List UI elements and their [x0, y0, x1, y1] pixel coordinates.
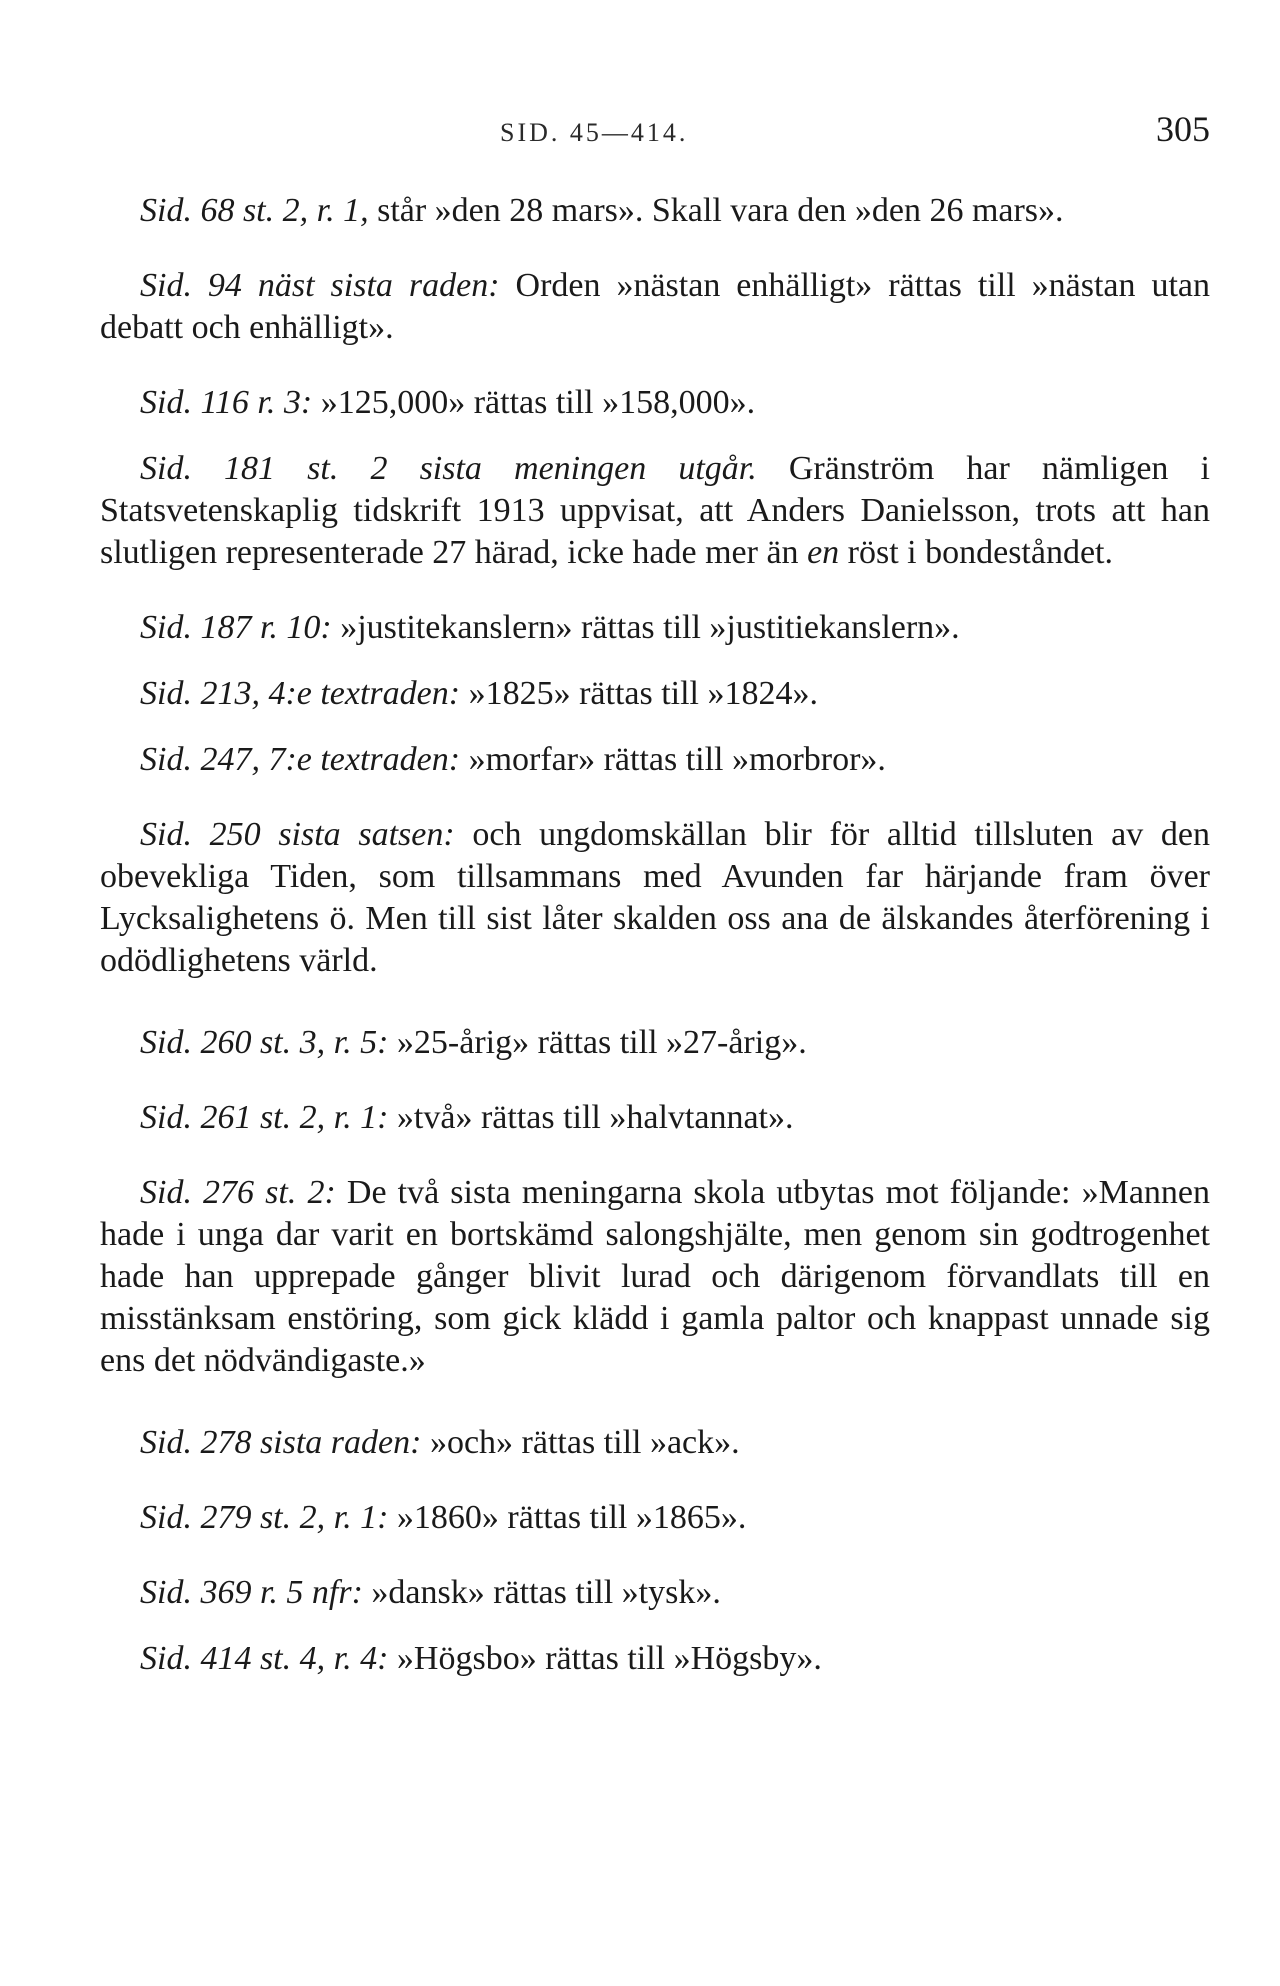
erratum-text: »25-årig» rättas till »27-årig». — [388, 1024, 807, 1061]
erratum-text: och ungdomskällan blir för alltid tillsluten av den obevekliga Tiden, som tillsammans med Avunden far härjande fram över Lycksalighetens ö. Men till sist låter skalden oss ana de älskandes återförening i odödlighetens värld. — [100, 816, 1210, 979]
erratum-location: Sid. 68 st. 2, r. 1, — [140, 192, 369, 229]
erratum-entry — [100, 1572, 1210, 1614]
erratum-location: Sid. 213, 4:e textraden: — [140, 675, 461, 712]
running-head: SID. 45—414. — [500, 118, 689, 147]
page-header — [100, 108, 1210, 158]
erratum-entry — [100, 607, 1210, 649]
erratum-location: Sid. 260 st. 3, r. 5: — [140, 1024, 389, 1061]
erratum-location: Sid. 278 sista raden: — [140, 1424, 422, 1461]
erratum-location: Sid. 279 st. 2, r. 1: — [140, 1499, 389, 1536]
erratum-entry — [100, 1097, 1210, 1139]
erratum-location: Sid. 247, 7:e textraden: — [140, 741, 461, 778]
erratum-text: De två sista meningarna skola utbytas mot följande: »Mannen hade i unga dar varit en bortskämd salongshjälte, men genom sin godtrogenhet hade han upprepade gånger blivit lurad och därigenom förvandlats till en misstänksam enstöring, som gick klädd i gamla paltor och knappast unnade sig ens det nödvändigaste.» — [100, 1174, 1211, 1379]
erratum-location: Sid. 116 r. 3: — [140, 384, 313, 421]
erratum-text-after: röst i bondeståndet. — [839, 534, 1113, 571]
erratum-text: »125,000» rättas till »158,000». — [312, 384, 756, 421]
page-number: 305 — [1156, 109, 1210, 149]
erratum-location: Sid. 181 st. 2 sista meningen utgår. — [140, 450, 757, 487]
erratum-location: Sid. 261 st. 2, r. 1: — [140, 1099, 389, 1136]
erratum-entry — [100, 1022, 1210, 1064]
erratum-text: »Högsbo» rättas till »Högsby». — [388, 1640, 822, 1677]
erratum-emphasis: en — [807, 534, 840, 571]
erratum-location: Sid. 187 r. 10: — [140, 609, 332, 646]
erratum-text: »dansk» rättas till »tysk». — [362, 1574, 721, 1611]
erratum-entry — [100, 265, 1210, 349]
erratum-entry — [100, 1497, 1210, 1539]
erratum-text: Orden »nästan enhälligt» rättas till »nästan utan debatt och enhälligt». — [100, 267, 1211, 346]
erratum-location: Sid. 94 näst sista raden: — [140, 267, 500, 304]
erratum-entry — [100, 1638, 1210, 1680]
erratum-text: står »den 28 mars». Skall vara den »den 26 mars». — [368, 192, 1064, 229]
erratum-location: Sid. 369 r. 5 nfr: — [140, 1574, 363, 1611]
erratum-entry — [100, 814, 1210, 982]
erratum-text: »två» rättas till »halvtannat». — [388, 1099, 794, 1136]
erratum-location: Sid. 250 sista satsen: — [140, 816, 455, 853]
erratum-text: »och» rättas till »ack». — [421, 1424, 740, 1461]
erratum-text: »1825» rättas till »1824». — [460, 675, 818, 712]
erratum-entry — [100, 1422, 1210, 1464]
erratum-text: »morfar» rättas till »morbror». — [460, 741, 886, 778]
errata-list — [100, 190, 1210, 1680]
erratum-entry — [100, 739, 1210, 781]
erratum-entry — [100, 448, 1210, 574]
book-page — [100, 0, 1210, 1986]
erratum-text: »1860» rättas till »1865». — [388, 1499, 747, 1536]
erratum-text: Gränström har nämligen i Statsvetenskaplig tidskrift 1913 uppvisat, att Anders Danielsson, trots att han slutligen representerade 27 härad, icke hade mer än — [100, 450, 1210, 571]
erratum-text: »justitekanslern» rättas till »justitiekanslern». — [331, 609, 960, 646]
erratum-entry — [100, 673, 1210, 715]
erratum-entry — [100, 1172, 1210, 1382]
erratum-entry — [100, 382, 1210, 424]
erratum-location: Sid. 414 st. 4, r. 4: — [140, 1640, 389, 1677]
erratum-location: Sid. 276 st. 2: — [140, 1174, 336, 1211]
erratum-entry — [100, 190, 1210, 232]
